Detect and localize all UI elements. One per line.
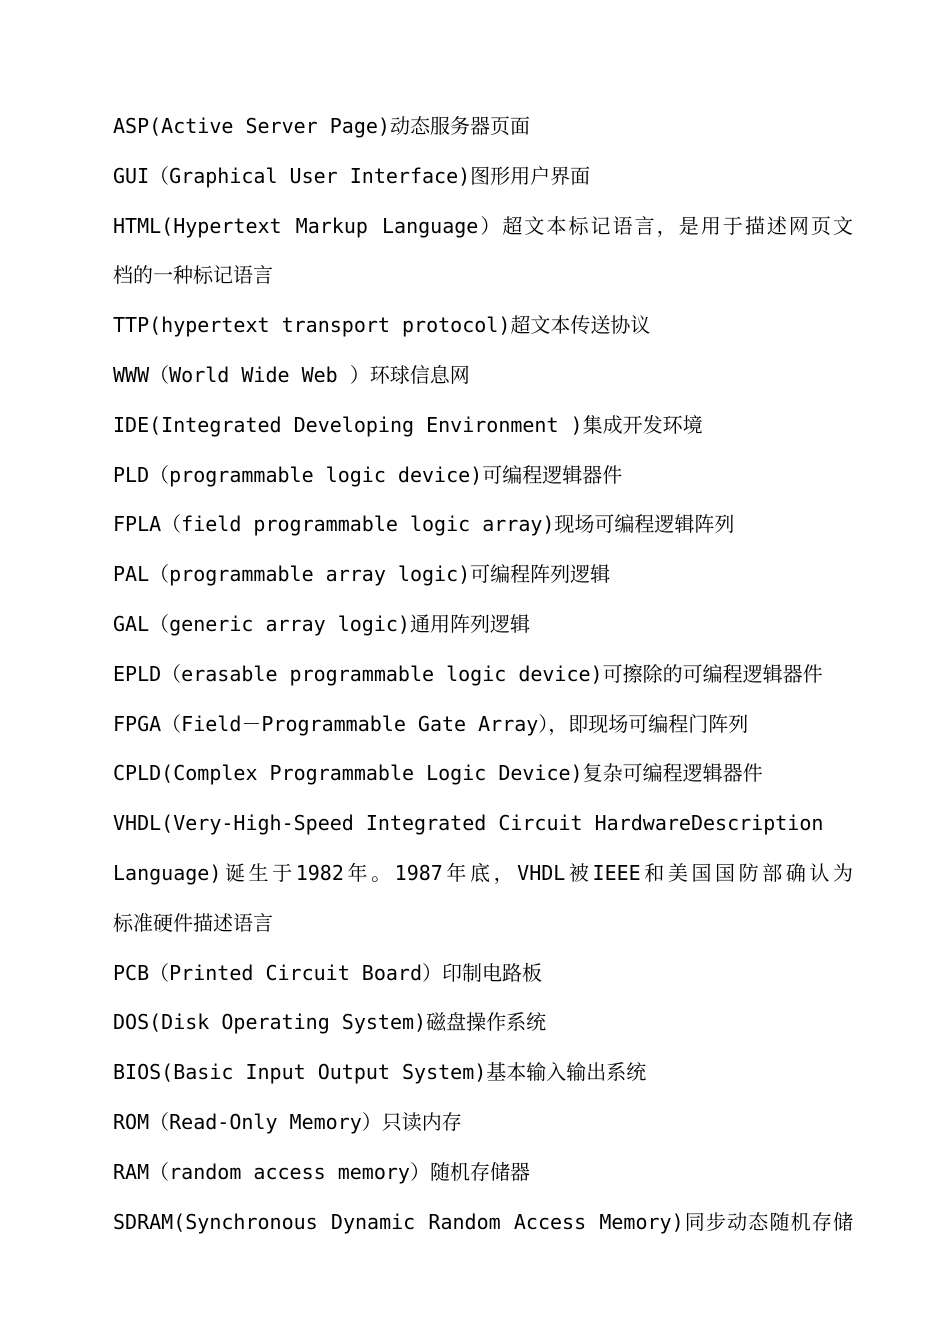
text-line: FPGA（Field－Programmable Gate Array），即现场可编程门阵列 bbox=[113, 711, 749, 736]
text-line: 档的一种标记语言 bbox=[113, 263, 273, 288]
text-line: FPLA（field programmable logic array)现场可编程逻辑阵列 bbox=[113, 512, 735, 537]
text-line: PAL（programmable array logic)可编程阵列逻辑 bbox=[113, 562, 611, 587]
text-line: IDE(Integrated Developing Environment )集成开发环境 bbox=[113, 412, 703, 437]
text-line: RAM（random access memory）随机存储器 bbox=[113, 1159, 530, 1184]
text-line: 标准硬件描述语言 bbox=[113, 910, 273, 935]
text-line: PCB（Printed Circuit Board）印制电路板 bbox=[113, 960, 542, 985]
text-line: SDRAM(Synchronous Dynamic Random Access Memory)同步动态随机存储 bbox=[113, 1209, 853, 1234]
text-line: PLD（programmable logic device)可编程逻辑器件 bbox=[113, 462, 623, 487]
text-body bbox=[113, 102, 853, 1247]
text-line: Language)诞生于1982年。1987年底，VHDL被IEEE和美国国防部确认为 bbox=[113, 860, 853, 885]
text-line: ROM（Read-Only Memory）只读内存 bbox=[113, 1109, 462, 1134]
text-line: ASP(Active Server Page)动态服务器页面 bbox=[113, 114, 530, 138]
text-line: BIOS(Basic Input Output System)基本输入输出系统 bbox=[113, 1060, 647, 1085]
text-line: TTP(hypertext transport protocol)超文本传送协议 bbox=[113, 313, 651, 338]
text-line: CPLD(Complex Programmable Logic Device)复杂可编程逻辑器件 bbox=[113, 761, 763, 786]
text-line: GAL（generic array logic)通用阵列逻辑 bbox=[113, 611, 530, 636]
text-line: GUI（Graphical User Interface)图形用户界面 bbox=[113, 163, 591, 188]
text-line: DOS(Disk Operating System)磁盘操作系统 bbox=[113, 1010, 547, 1035]
text-line: HTML(Hypertext Markup Language）超文本标记语言，是用于描述网页文 bbox=[113, 213, 853, 238]
text-line: VHDL(Very-High-Speed Integrated Circuit HardwareDescription bbox=[113, 811, 824, 836]
text-line: EPLD（erasable programmable logic device)可擦除的可编程逻辑器件 bbox=[113, 661, 823, 686]
text-line: WWW（World Wide Web ）环球信息网 bbox=[113, 362, 470, 387]
